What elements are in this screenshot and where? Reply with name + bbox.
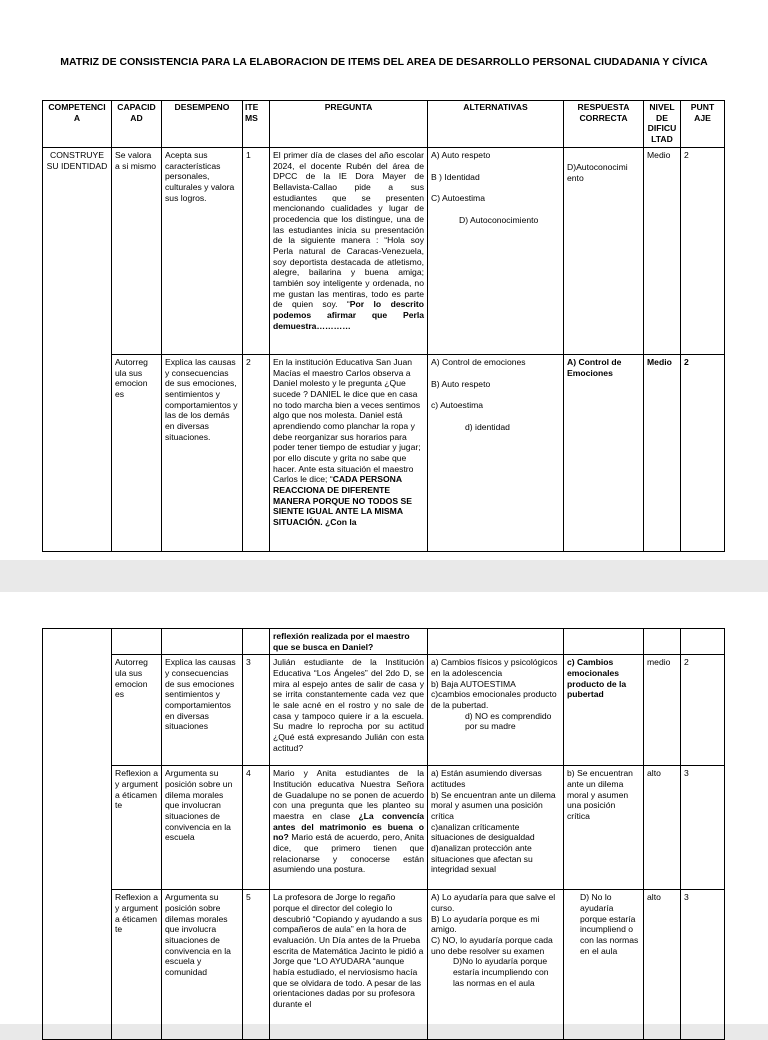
alternative-b: B) Auto respeto [431,378,491,389]
pregunta-cell [270,148,428,355]
alternative-b: b) Se encuentran ante un dilema moral y asumen una posición crítica [431,789,556,821]
table-row [43,890,725,1040]
nivel-cell: alto [644,890,681,1040]
respuesta-cell [564,629,644,655]
puntaje-cell: 3 [681,890,725,1040]
nivel-cell: Medio [644,355,681,552]
table-row [43,766,725,890]
alternative-d: d) identidad [465,421,510,432]
item-cell: 2 [243,355,270,552]
nivel-cell: Medio [644,148,681,355]
pregunta-cell: reflexión realizada por el maestro que se busca en Daniel? [270,629,428,655]
table-header-row [43,101,725,148]
alternative-c: c)cambios emocionales producto de la pubertad. [431,689,557,710]
document-title: MATRIZ DE CONSISTENCIA PARA LA ELABORACION DE ITEMS DEL AREA DE DESARROLLO PERSONAL CIUDADANIA Y CÍVICA [60,56,708,68]
respuesta-cell: b) Se encuentran ante un dilema moral y asumen una posición crítica [564,766,644,890]
header-alternativas: ALTERNATIVAS [428,101,564,148]
pregunta-cell [270,766,428,890]
respuesta-cell: A) Control de Emociones [564,355,644,552]
respuesta-cell: D)Autoconocimi ento [564,148,644,355]
pregunta-cell: La profesora de Jorge lo regaño porque el director del colegio lo descubrió “Copiando y ayudando a sus compañeros de aula” en la hora de evaluación. Un Día antes de la Prueba escrita de Matemática Jacinto le pidió a Jorge que “LO AYUDARA “aunque había estudiado, el nerviosismo hacía que se olvidara de todo. A pesar de las orientaciones dadas por su profesora durante el [270,890,428,1040]
alternativas-cell [428,766,564,890]
puntaje-cell [681,629,725,655]
header-competencia: COMPETENCI A [43,101,112,148]
item-cell: 4 [243,766,270,890]
pregunta-text: El primer día de clases del año escolar 2024, el docente Rubén del área de DPCC de la IE Dora Mayer de Bellavista-Callao pide a sus estudiantes que se presenten mencionando cualidades y lugar de procedencia que los distingue, una de las estudiantes inicia su presentación de la siguiente manera : “Hola soy Perla natural de Caracas-Venezuela, soy deportista destacada de atletismo, alegre, bailarina y buena amiga; también soy inteligente y ordenada, no me gustan las mentiras, todo es parte de quien soy. “ [273,150,424,310]
table-row [43,148,725,355]
item-cell: 1 [243,148,270,355]
alternative-c: c)analizan críticamente situaciones de desigualdad [431,821,535,843]
pregunta-cell [270,355,428,552]
pregunta-text: En la institución Educativa San Juan Macías el maestro Carlos observa a Daniel molesto y le pregunta ¿Que sucede ? DANIEL le dice que en casa no todo marcha bien a veces sentimos algo que nos molesta. Daniel está aprendiendo como planchar la ropa y debe reorganizar sus horarios para poder tener tiempo de estudiar y jugar; por ello discute y grita no sabe que hacer. Ante esta situación el maestro Carlos le dice; “ [273,357,421,485]
document-page-2 [0,592,768,1024]
desempeno-cell: Argumenta su posición sobre un dilema morales que involucran situaciones de convivencia en la escuela [162,766,243,890]
alternativas-cell [428,655,564,766]
alternative-b: B) Lo ayudaría porque es mi amigo. [431,913,540,935]
nivel-cell [644,629,681,655]
table-row [43,655,725,766]
puntaje-cell: 2 [681,355,725,552]
pregunta-cell: Julián estudiante de la Institución Educativa “Los Ángeles” del 2do D, se mira al espejo antes de salir de casa y se irrita constantemente cada vez que le sale acné en el rostro y no sale de casa y tampoco quiere ir a la escuela. Su madre lo reprocha por su actitud ¿Qué está expresando Julián con esta actitud? [270,655,428,766]
pregunta-text-end: Mario está de acuerdo, pero, Anita dice, que primero tienen que relacionarse y conocerse están asumiendo una postura. [273,832,424,875]
header-items: ITE MS [243,101,270,148]
header-puntaje: PUNT AJE [681,101,725,148]
nivel-cell: alto [644,766,681,890]
header-nivel: NIVEL DE DIFICU LTAD [644,101,681,148]
table-row [43,629,725,655]
consistency-matrix-table-continued [42,628,725,1040]
header-desempeno: DESEMPENO [162,101,243,148]
alternativas-cell [428,355,564,552]
capacidad-cell: Autorreg ula sus emocion es [112,655,162,766]
capacidad-cell: Reflexion a y argument a éticamen te [112,890,162,1040]
competencia-cell [43,629,112,1040]
alternative-a: A) Auto respeto [431,150,491,160]
alternative-a: a) Están asumiendo diversas actitudes [431,768,542,789]
alternative-b: B ) Identidad [431,171,480,182]
item-cell [243,629,270,655]
alternativas-cell [428,890,564,1040]
nivel-cell: medio [644,655,681,766]
alternative-d: D) Autoconocimiento [459,214,539,225]
alternativas-cell [428,148,564,355]
puntaje-cell: 2 [681,148,725,355]
respuesta-cell: c) Cambios emocionales producto de la pubertad [564,655,644,766]
puntaje-cell: 3 [681,766,725,890]
desempeno-cell: Argumenta su posición sobre dilemas morales que involucra situaciones de convivencia en la escuela y comunidad [162,890,243,1040]
consistency-matrix-table [42,100,725,552]
desempeno-cell [162,629,243,655]
desempeno-cell: Explica las causas y consecuencias de sus emociones, sentimientos y comportamientos y las de los demás en diversas situaciones. [162,355,243,552]
desempeno-cell: Explica las causas y consecuencias de sus emociones sentimientos y comportamientos en diversas situaciones [162,655,243,766]
item-cell: 3 [243,655,270,766]
capacidad-cell [112,629,162,655]
alternative-a: A) Lo ayudaría para que salve el curso. [431,892,556,913]
alternative-c: c) Autoestima [431,400,484,411]
alternative-d: d)analizan protección ante situaciones que afectan su integridad sexual [431,842,533,875]
table-row [43,355,725,552]
respuesta-cell: D) No lo ayudaría porque estaría incumpliend o con las normas en el aula [564,890,644,1040]
capacidad-cell: Autorreg ula sus emocion es [112,355,162,552]
alternative-a: A) Control de emociones [431,357,526,367]
alternative-c: C) Autoestima [431,193,485,204]
alternative-c: C) NO, lo ayudaría porque cada uno debe resolver su examen [431,934,553,956]
alternative-d: d) NO es comprendido por su madre [465,710,552,732]
header-capacidad: CAPACID AD [112,101,162,148]
puntaje-cell: 2 [681,655,725,766]
competencia-cell: CONSTRUYE SU IDENTIDAD [43,148,112,552]
desempeno-cell: Acepta sus características personales, culturales y valora sus logros. [162,148,243,355]
pregunta-bold-text: ¿La convencía antes del matrimonio es buena o no? [273,810,425,843]
header-pregunta: PREGUNTA [270,101,428,148]
alternative-a: a) Cambios físicos y psicológicos en la adolescencia [431,657,558,678]
alternative-d: D)No lo ayudaría porque estaría incumpliendo con las normas en el aula [453,956,549,988]
capacidad-cell: Se valora a si mismo [112,148,162,355]
pregunta-bold-text: CADA PERSONA REACCIONA DE DIFERENTE MANERA PORQUE NO TODOS SE SIENTE IGUAL ANTE LA MISMA SITUACIÓN. ¿Con la [273,474,412,527]
item-cell: 5 [243,890,270,1040]
alternative-b: b) Baja AUTOESTIMA [431,678,516,689]
capacidad-cell: Reflexion a y argument a éticamen te [112,766,162,890]
alternativas-cell [428,629,564,655]
pregunta-bold-text: Por lo descrito podemos afirmar que Perla demuestra………… [273,299,425,331]
pregunta-text: Mario y Anita estudiantes de la Institución educativa Nuestra Señora de Guadalupe no se ponen de acuerdo con una pregunta que les planteo su maestra en clase [273,768,424,821]
header-respuesta: RESPUESTA CORRECTA [564,101,644,148]
